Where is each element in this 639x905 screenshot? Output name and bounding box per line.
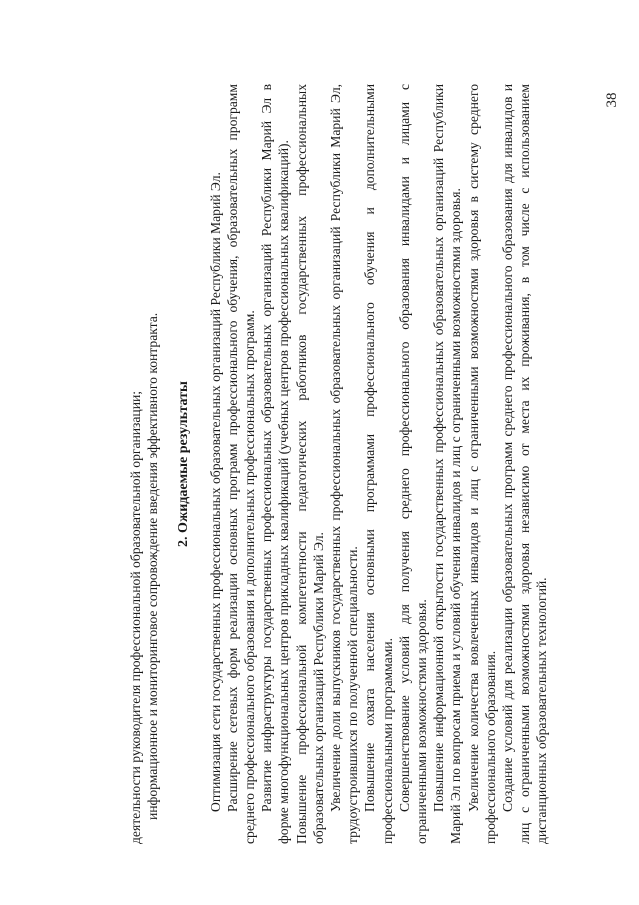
result-item: Увеличение количества вовлеченных инвалидов и лиц с ограниченными возможностями здоровья в систему среднего профессионального образования.: [465, 84, 499, 844]
document-body: [127, 84, 551, 844]
intro-line: информационное и мониторинговое сопровождение введения эффективного контракта.: [145, 312, 161, 820]
result-item: Расширение сетевых форм реализации основных программ профессионального обучения, образовательных программ среднего профессионального образования и дополнительных профессиональных программ.: [224, 84, 258, 844]
result-item: Повышение охвата населения основными программами профессионального обучения и дополнительными профессиональными программами.: [362, 84, 395, 844]
result-item: Совершенствование условий для получения среднего профессионального образования инвалидами и лицами с ограниченными возможностями здоровья.: [397, 84, 430, 844]
section-title: 2. Ожидаемые результаты: [176, 381, 192, 547]
result-item: Оптимизация сети государственных профессиональных образовательных организаций Республики Марий Эл.: [207, 172, 223, 812]
result-item: Создание условий для реализации образовательных программ среднего профессионального образования для инвалидов и лиц с ограниченными возможностями здоровья независимо от места их проживания, в том числе с использованием дистанционных образовательных технологий.: [500, 84, 550, 844]
result-item: Увеличение доли выпускников государственных профессиональных образовательных организаций Республики Марий Эл, трудоустроившихся по полученной специальности.: [328, 84, 361, 844]
intro-line: деятельности руководителя профессиональной образовательной организации;: [128, 390, 144, 844]
result-item: Развитие инфраструктуры государственных профессиональных образовательных организаций Республики Марий Эл в форме многофункциональных центров прикладных квалификаций (учебных центров профессиональных квалификаций).: [259, 84, 292, 844]
result-item: Повышение профессиональной компетентности педагогических работников государственных профессиональных образовательных организаций Республики Марий Эл.: [293, 84, 326, 844]
result-item: Повышение информационной открытости государственных профессиональных образовательных организаций Республики Марий Эл по вопросам приема и условий обучения инвалидов и лиц с ограниченными возможностями здоровья.: [431, 84, 464, 844]
page-number: 38: [604, 92, 620, 108]
